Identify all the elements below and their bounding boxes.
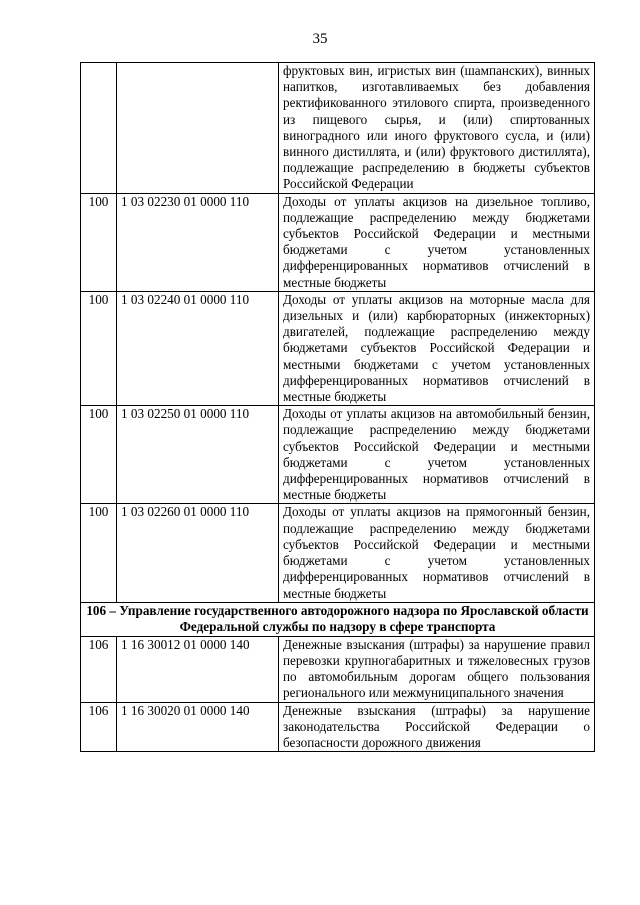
table-row xyxy=(81,406,595,504)
admin-code-cell: 100 xyxy=(81,193,117,291)
revenue-codes-table xyxy=(80,62,595,752)
section-heading-row xyxy=(81,602,595,636)
table-row xyxy=(81,702,595,752)
admin-code-cell: 100 xyxy=(81,504,117,602)
admin-code-cell xyxy=(81,63,117,194)
table-row xyxy=(81,63,595,194)
table-row xyxy=(81,504,595,602)
budget-code-cell: 1 03 02250 01 0000 110 xyxy=(117,406,279,504)
section-heading: 106 – Управление государственного автодорожного надзора по Ярославской области Федеральной службы по надзору в сфере транспорта xyxy=(81,602,595,636)
page-number: 35 xyxy=(312,31,328,47)
description-cell: Доходы от уплаты акцизов на дизельное топливо, подлежащие распределению между бюджетами субъектов Российской Федерации и местными бюджетами с учетом установленных дифференцированных нормативов отчислений в местные бюджеты xyxy=(279,193,595,291)
admin-code-cell: 106 xyxy=(81,702,117,752)
admin-code-cell: 100 xyxy=(81,291,117,405)
budget-code-cell xyxy=(117,63,279,194)
admin-code-cell: 100 xyxy=(81,406,117,504)
table-row xyxy=(81,636,595,702)
budget-code-cell: 1 16 30020 01 0000 140 xyxy=(117,702,279,752)
description-cell: Денежные взыскания (штрафы) за нарушение правил перевозки крупногабаритных и тяжеловесных грузов по автомобильным дорогам общего пользования регионального или межмуниципального значения xyxy=(279,636,595,702)
description-cell: фруктовых вин, игристых вин (шампанских), винных напитков, изготавливаемых без добавления ректификованного этилового спирта, произведенного из пищевого сырья, и (или) спиртованных виноградного или иного фруктового сусла, и (или) винного дистиллята, и (или) фруктового дистиллята), подлежащие распределению в бюджеты субъектов Российской Федерации xyxy=(279,63,595,194)
budget-code-cell: 1 03 02240 01 0000 110 xyxy=(117,291,279,405)
budget-code-cell: 1 03 02230 01 0000 110 xyxy=(117,193,279,291)
budget-code-cell: 1 16 30012 01 0000 140 xyxy=(117,636,279,702)
description-cell: Доходы от уплаты акцизов на автомобильный бензин, подлежащие распределению между бюджетами субъектов Российской Федерации и местными бюджетами с учетом установленных дифференцированных нормативов отчислений в местные бюджеты xyxy=(279,406,595,504)
admin-code-cell: 106 xyxy=(81,636,117,702)
table-row xyxy=(81,291,595,405)
description-cell: Доходы от уплаты акцизов на моторные масла для дизельных и (или) карбюраторных (инжекторных) двигателей, подлежащие распределению между бюджетами субъектов Российской Федерации и местными бюджетами с учетом установленных дифференцированных нормативов отчислений в местные бюджеты xyxy=(279,291,595,405)
budget-code-cell: 1 03 02260 01 0000 110 xyxy=(117,504,279,602)
description-cell: Доходы от уплаты акцизов на прямогонный бензин, подлежащие распределению между бюджетами субъектов Российской Федерации и местными бюджетами с учетом установленных дифференцированных нормативов отчислений в местные бюджеты xyxy=(279,504,595,602)
description-cell: Денежные взыскания (штрафы) за нарушение законодательства Российской Федерации о безопасности дорожного движения xyxy=(279,702,595,752)
table-row xyxy=(81,193,595,291)
